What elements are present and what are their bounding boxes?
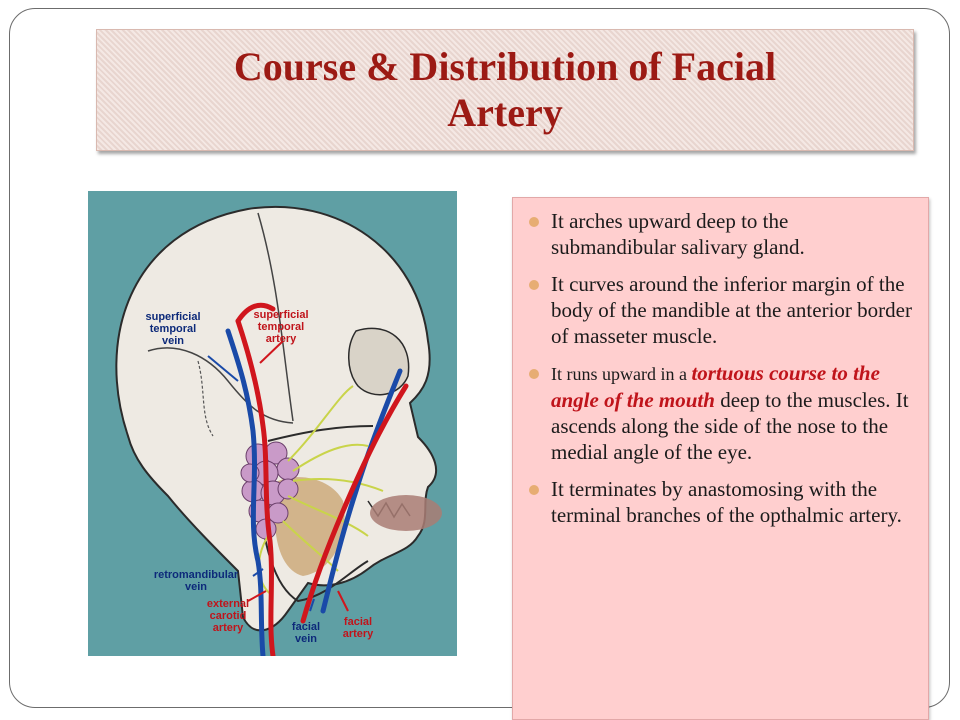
label-facial-artery bbox=[333, 616, 383, 640]
label-retromandibular-vein bbox=[146, 569, 246, 593]
bullet-text: It arches upward deep to the submandibular salivary gland. bbox=[551, 209, 805, 259]
facial-artery-illustration bbox=[88, 191, 457, 656]
slide-title-line-1: Course & Distribution of Facial bbox=[233, 44, 777, 89]
title-box bbox=[96, 29, 914, 151]
bullet-item bbox=[525, 476, 914, 528]
bullet-item bbox=[525, 360, 914, 465]
bullet-text: It terminates by anastomosing with the terminal branches of the opthalmic artery. bbox=[551, 477, 902, 527]
bullet-item bbox=[525, 208, 914, 260]
slide-title-line-2: Artery bbox=[447, 90, 563, 135]
label-line: vein bbox=[294, 633, 317, 645]
label-superficial-temporal-vein bbox=[133, 311, 213, 347]
bullet-text: It curves around the inferior margin of the body of the mandible at the anterior border of masseter muscle. bbox=[551, 272, 912, 348]
label-line: retromandibular bbox=[153, 569, 239, 581]
label-external-carotid-artery bbox=[196, 598, 260, 634]
bullet-list bbox=[525, 208, 914, 528]
label-superficial-temporal-artery bbox=[241, 309, 321, 345]
label-line: temporal bbox=[257, 321, 305, 333]
skull-diagram bbox=[88, 191, 457, 656]
label-line: temporal bbox=[149, 323, 197, 335]
bullet-text: It runs upward in a bbox=[551, 364, 692, 384]
label-line: artery bbox=[212, 622, 244, 634]
label-line: facial bbox=[291, 621, 321, 633]
label-line: vein bbox=[184, 581, 207, 593]
label-line: carotid bbox=[209, 610, 247, 622]
bullet-text-box bbox=[512, 197, 929, 720]
label-line: superficial bbox=[253, 309, 309, 321]
label-line: facial bbox=[343, 616, 373, 628]
bullet-emphasis: tortuous course to the angle of the mouth bbox=[551, 361, 880, 412]
label-line: artery bbox=[342, 628, 374, 640]
bullet-item bbox=[525, 271, 914, 349]
bullet-text: deep to the muscles. It ascends along the side of the nose to the medial angle of the eye. bbox=[551, 388, 909, 464]
label-line: external bbox=[206, 598, 250, 610]
label-line: superficial bbox=[145, 311, 201, 323]
label-line: artery bbox=[265, 333, 297, 345]
label-line: vein bbox=[161, 335, 184, 347]
label-facial-vein bbox=[284, 621, 328, 645]
